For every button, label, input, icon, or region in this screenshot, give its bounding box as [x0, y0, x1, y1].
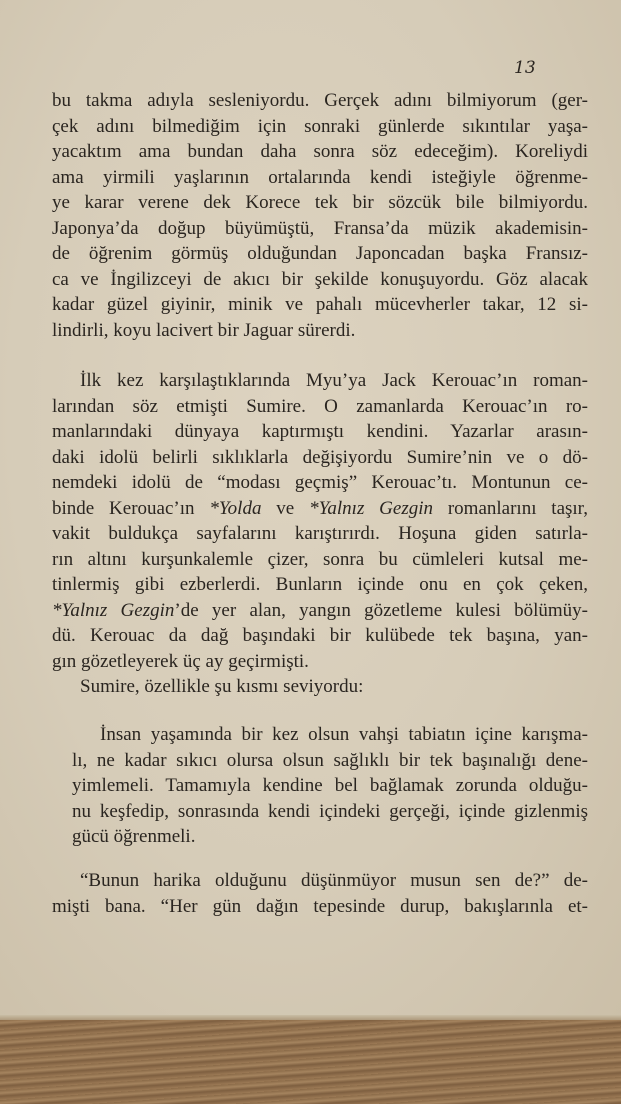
text-segment: yimlemeli. Tamamıyla kendine bel bağlamak zorunda olduğu- [72, 775, 588, 796]
book-title-italic: *Yalnız Gezgin [52, 599, 175, 621]
text-line [52, 470, 588, 496]
paragraph-1 [52, 88, 588, 343]
text-segment: ve [261, 497, 310, 519]
text-segment: ca ve İngilizceyi de akıcı bir şekilde konuşuyordu. Göz alacak [52, 268, 588, 290]
text-segment: nemdeki idolü de “modası geçmiş” Kerouac’tı. Montunun ce- [52, 472, 588, 493]
text-line [52, 649, 588, 675]
text-segment: mişti bana. “Her gün dağın tepesinde durup, bakışlarınla et- [52, 895, 588, 917]
text-segment: binde Kerouac’ın [52, 497, 210, 519]
text-line [52, 394, 588, 420]
text-segment: vakit buldukça sayfalarını karıştırırdı. Hoşuna giden satırla- [52, 523, 588, 544]
wooden-table [0, 1020, 621, 1104]
text-line [52, 241, 588, 267]
text-segment: “Bunun harika olduğunu düşünmüyor musun sen de?” de- [80, 870, 588, 891]
text-segment: gın gözetleyerek üç ay geçirmişti. [52, 650, 309, 672]
text-line [52, 868, 588, 894]
text-line [52, 496, 588, 522]
text-line [52, 623, 588, 649]
text-segment: tinlermiş gibi ezberlerdi. Bunların içinde onu en çok çeken, [52, 574, 588, 595]
text-line [52, 894, 588, 920]
book-title-italic: *Yolda [209, 497, 262, 519]
text-segment: çek adını bilmediğim için sonraki günlerde sıkıntılar yaşa- [52, 115, 588, 137]
text-segment: manlarındaki dünyaya kaptırmıştı kendini. Yazarlar arasın- [52, 421, 588, 442]
block-quote [72, 722, 588, 850]
text-line [72, 799, 588, 825]
text-line [52, 139, 588, 165]
text-segment: dü. Kerouac da dağ başındaki bir kulübede tek başına, yan- [52, 625, 588, 646]
text-line [52, 598, 588, 624]
text-line [72, 748, 588, 774]
book-title-italic: *Yalnız Gezgin [309, 497, 433, 519]
text-segment: kadar güzel giyinir, minik ve pahalı mücevherler takar, 12 si- [52, 294, 588, 315]
text-line [52, 521, 588, 547]
text-line [52, 572, 588, 598]
text-line [72, 722, 588, 748]
text-segment: lı, ne kadar sıkıcı olursa olsun sağlıklı bir tek başınalığı dene- [72, 749, 588, 771]
text-segment: ama yirmili yaşlarının ortalarında kendi isteğiyle öğrenme- [52, 166, 588, 188]
text-segment: gücü öğrenmeli. [72, 826, 196, 847]
page-number: 13 [514, 58, 536, 78]
text-segment: ye karar verene dek Korece tek bir sözcük bile bilmiyordu. [52, 192, 588, 213]
paragraph-2 [52, 368, 588, 700]
text-segment: İnsan yaşamında bir kez olsun vahşi tabiatın içine karışma- [100, 724, 588, 745]
text-line [52, 267, 588, 293]
text-line [72, 773, 588, 799]
text-line [52, 368, 588, 394]
text-segment: ’de yer alan, yangın gözetleme kulesi bölümüy- [174, 599, 589, 621]
text-segment: daki idolü belirli sıklıklarla değişiyordu Sumire’nin ve o dö- [52, 446, 588, 468]
text-segment: rın altını kurşunkalemle çizer, sonra bu cümleleri kutsal me- [52, 548, 588, 570]
text-line [52, 674, 588, 700]
text-line [72, 824, 588, 850]
text-line [52, 318, 588, 344]
text-line [52, 114, 588, 140]
text-segment: Japonya’da doğup büyümüştü, Fransa’da müzik akademisin- [52, 217, 588, 239]
text-segment: romanlarını taşır, [433, 497, 589, 519]
text-segment: larından söz etmişti Sumire. O zamanlarda Kerouac’ın ro- [52, 395, 588, 417]
text-line [52, 547, 588, 573]
text-segment: İlk kez karşılaştıklarında Myu’ya Jack Kerouac’ın roman- [80, 370, 588, 391]
paragraph-3 [52, 868, 588, 919]
text-segment: nu keşfedip, sonrasında kendi içindeki gerçeği, içinde gizlenmiş [72, 800, 588, 822]
text-segment: bu takma adıyla sesleniyordu. Gerçek adını bilmiyorum (ger- [52, 90, 588, 111]
text-line [52, 292, 588, 318]
text-segment: Sumire, özellikle şu kısmı seviyordu: [80, 676, 364, 697]
text-line [52, 165, 588, 191]
text-segment: yacaktım ama bundan daha sonra söz edeceğim). Koreliydi [52, 141, 588, 162]
text-line [52, 88, 588, 114]
text-segment: lindirli, koyu lacivert bir Jaguar sürerdi. [52, 319, 356, 341]
text-line [52, 216, 588, 242]
text-line [52, 445, 588, 471]
text-line [52, 190, 588, 216]
text-line [52, 419, 588, 445]
text-segment: de öğrenim görmüş olduğundan Japoncadan başka Fransız- [52, 243, 588, 264]
